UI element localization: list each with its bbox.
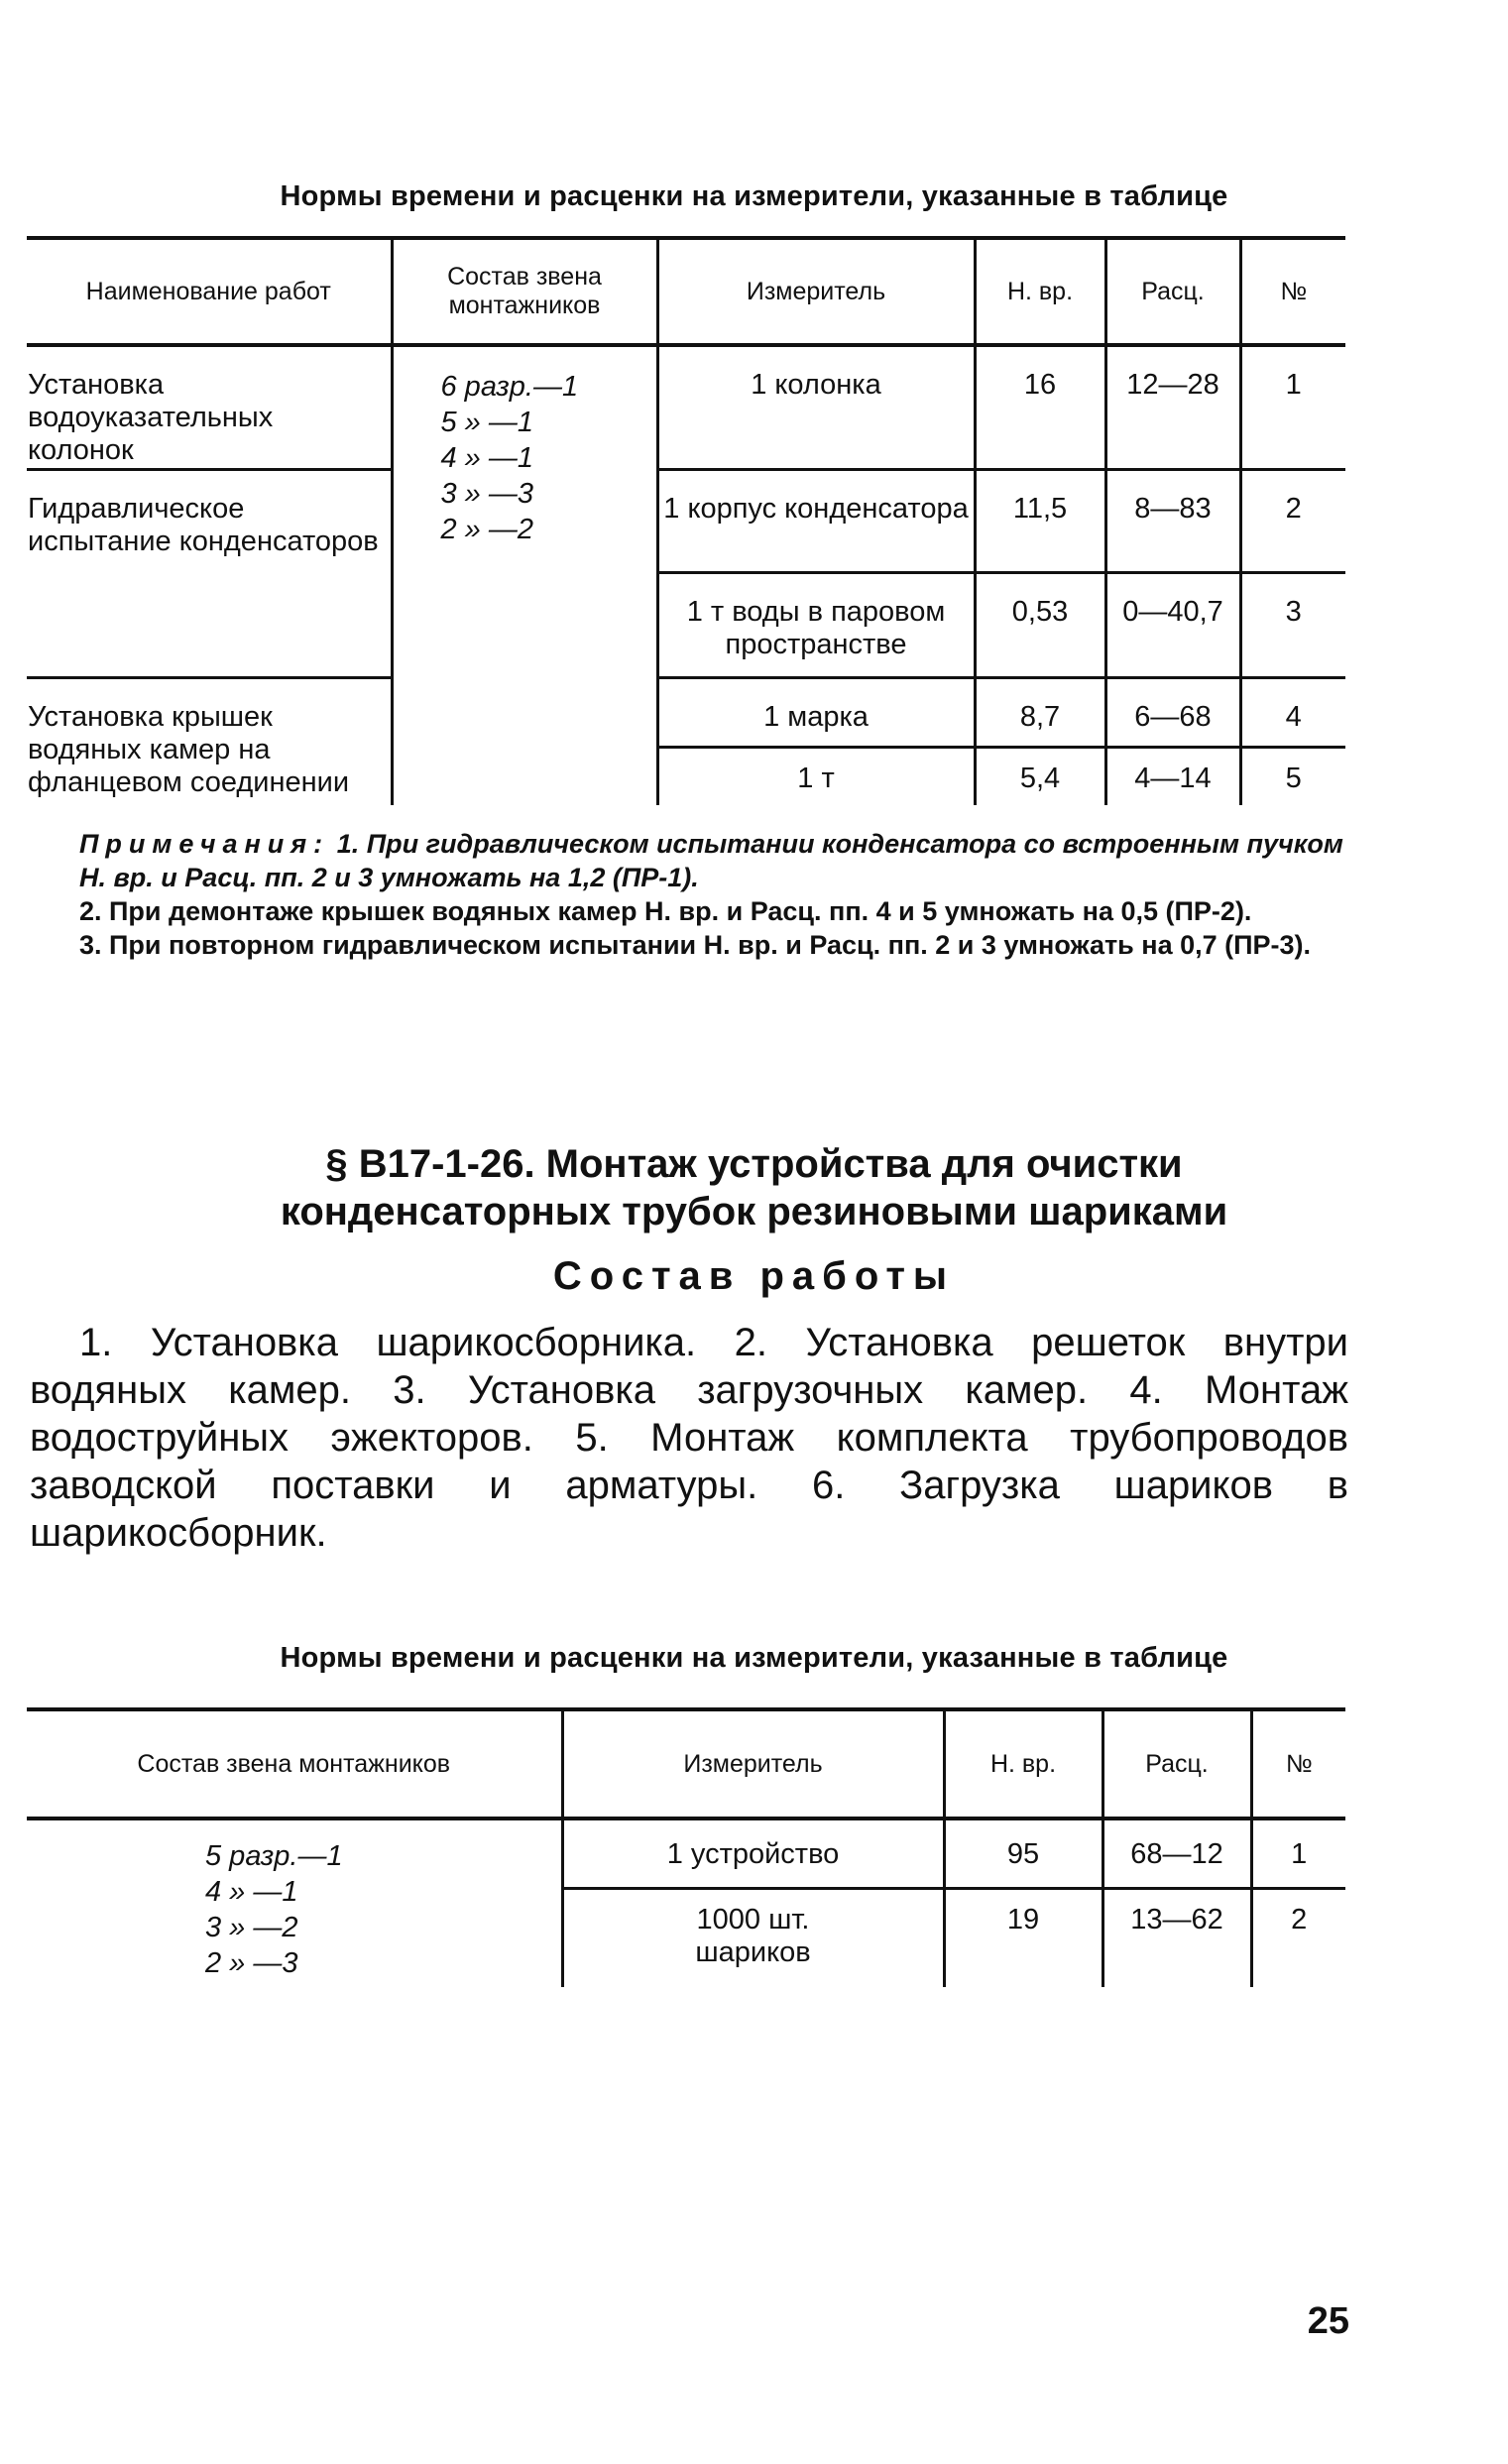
time-cell: 8,7 (975, 678, 1105, 748)
time-cell: 19 (944, 1888, 1102, 1987)
table2-caption: Нормы времени и расценки на измерители, указанные в таблице (280, 1642, 1228, 1674)
header-time: Н. вр. (944, 1709, 1102, 1819)
price-cell: 6—68 (1105, 678, 1240, 748)
crew-line: 5 » —1 (440, 407, 533, 438)
price-cell: 8—83 (1105, 470, 1240, 573)
num-cell: 2 (1240, 470, 1345, 573)
unit-cell: 1 устройство (562, 1819, 944, 1888)
crew-line: 5 разр.—1 (205, 1840, 343, 1872)
num-cell: 5 (1240, 748, 1345, 805)
crew-line: 3 » —3 (440, 478, 533, 510)
page-number: 25 (1307, 2300, 1349, 2342)
header-price: Расц. (1102, 1709, 1251, 1819)
notes (30, 827, 1348, 962)
price-cell: 12—28 (1105, 345, 1240, 470)
header-crew: Состав звена монтажников (27, 1709, 562, 1819)
unit-cell: 1 колонка (657, 345, 975, 470)
table1-caption: Нормы времени и расценки на измерители, указанные в таблице (280, 180, 1228, 212)
header-unit: Измеритель (657, 238, 975, 345)
crew-line: 2 » —2 (440, 514, 533, 545)
price-cell: 4—14 (1105, 748, 1240, 805)
unit-cell: 1 т (657, 748, 975, 805)
table-row (27, 1819, 1345, 1888)
crew-composition (392, 345, 657, 805)
price-cell: 68—12 (1102, 1819, 1251, 1888)
num-cell: 1 (1240, 345, 1345, 470)
note-item: Примечания: 1. При гидравлическом испытании конденсатора со встроенным пучком Н. вр. и Расц. пп. 2 и 3 умножать на 1,2 (ПР-1). (79, 829, 1343, 892)
table2-header-row (27, 1709, 1345, 1819)
work-name: Установка крышек водяных камер на фланцевом соединении (27, 678, 392, 805)
crew-composition (27, 1819, 562, 1987)
table-row (27, 470, 1345, 573)
num-cell: 1 (1251, 1819, 1345, 1888)
time-cell: 16 (975, 345, 1105, 470)
crew-line: 6 разр.—1 (440, 371, 579, 403)
unit-cell: 1 т воды в паровом пространстве (657, 573, 975, 678)
work-name: Установка водоуказательных колонок (28, 369, 274, 466)
unit-cell: 1000 шт. шариков (562, 1888, 944, 1987)
time-cell: 11,5 (975, 470, 1105, 573)
header-time: Н. вр. (975, 238, 1105, 345)
unit-cell: 1 марка (657, 678, 975, 748)
num-cell: 2 (1251, 1888, 1345, 1987)
composition-text: 1. Установка шарикосборника. 2. Установка решеток внутри водяных камер. 3. Установка загрузочных камер. 4. Монтаж водоструйных эжекторов. 5. Монтаж комплекта трубопроводов заводской поставки и арматуры. 6. Загрузка шариков в шарикосборник. (30, 1321, 1348, 1555)
note-item: 3. При повторном гидравлическом испытании Н. вр. и Расц. пп. 2 и 3 умножать на 0,7 (ПР-3). (79, 930, 1312, 960)
table1 (27, 236, 1345, 805)
header-unit: Измеритель (562, 1709, 944, 1819)
note-item: 2. При демонтаже крышек водяных камер Н. вр. и Расц. пп. 4 и 5 умножать на 0,5 (ПР-2). (79, 896, 1252, 926)
time-cell: 0,53 (975, 573, 1105, 678)
composition-heading: Состав работы (552, 1254, 956, 1298)
time-cell: 95 (944, 1819, 1102, 1888)
table-row (27, 678, 1345, 748)
table2 (27, 1707, 1345, 1987)
crew-line: 2 » —3 (205, 1947, 298, 1979)
header-work: Наименование работ (27, 238, 392, 345)
unit-cell: 1 корпус конденсатора (657, 470, 975, 573)
price-cell: 0—40,7 (1105, 573, 1240, 678)
crew-line: 4 » —1 (440, 442, 533, 474)
header-crew: Состав звена монтажников (392, 238, 657, 345)
num-cell: 4 (1240, 678, 1345, 748)
time-cell: 5,4 (975, 748, 1105, 805)
crew-line: 3 » —2 (205, 1912, 298, 1943)
num-cell: 3 (1240, 573, 1345, 678)
work-name: Гидравлическое испытание конденсаторов (27, 470, 392, 678)
table1-header-row (27, 238, 1345, 345)
crew-line: 4 » —1 (205, 1876, 298, 1908)
section-title: § В17-1-26. Монтаж устройства для очистки конденсаторных трубок резиновыми шариками (280, 1142, 1228, 1233)
notes-label: Примечания: (79, 829, 330, 859)
table-row (27, 345, 1345, 470)
price-cell: 13—62 (1102, 1888, 1251, 1987)
header-num: № (1251, 1709, 1345, 1819)
header-price: Расц. (1105, 238, 1240, 345)
header-num: № (1240, 238, 1345, 345)
